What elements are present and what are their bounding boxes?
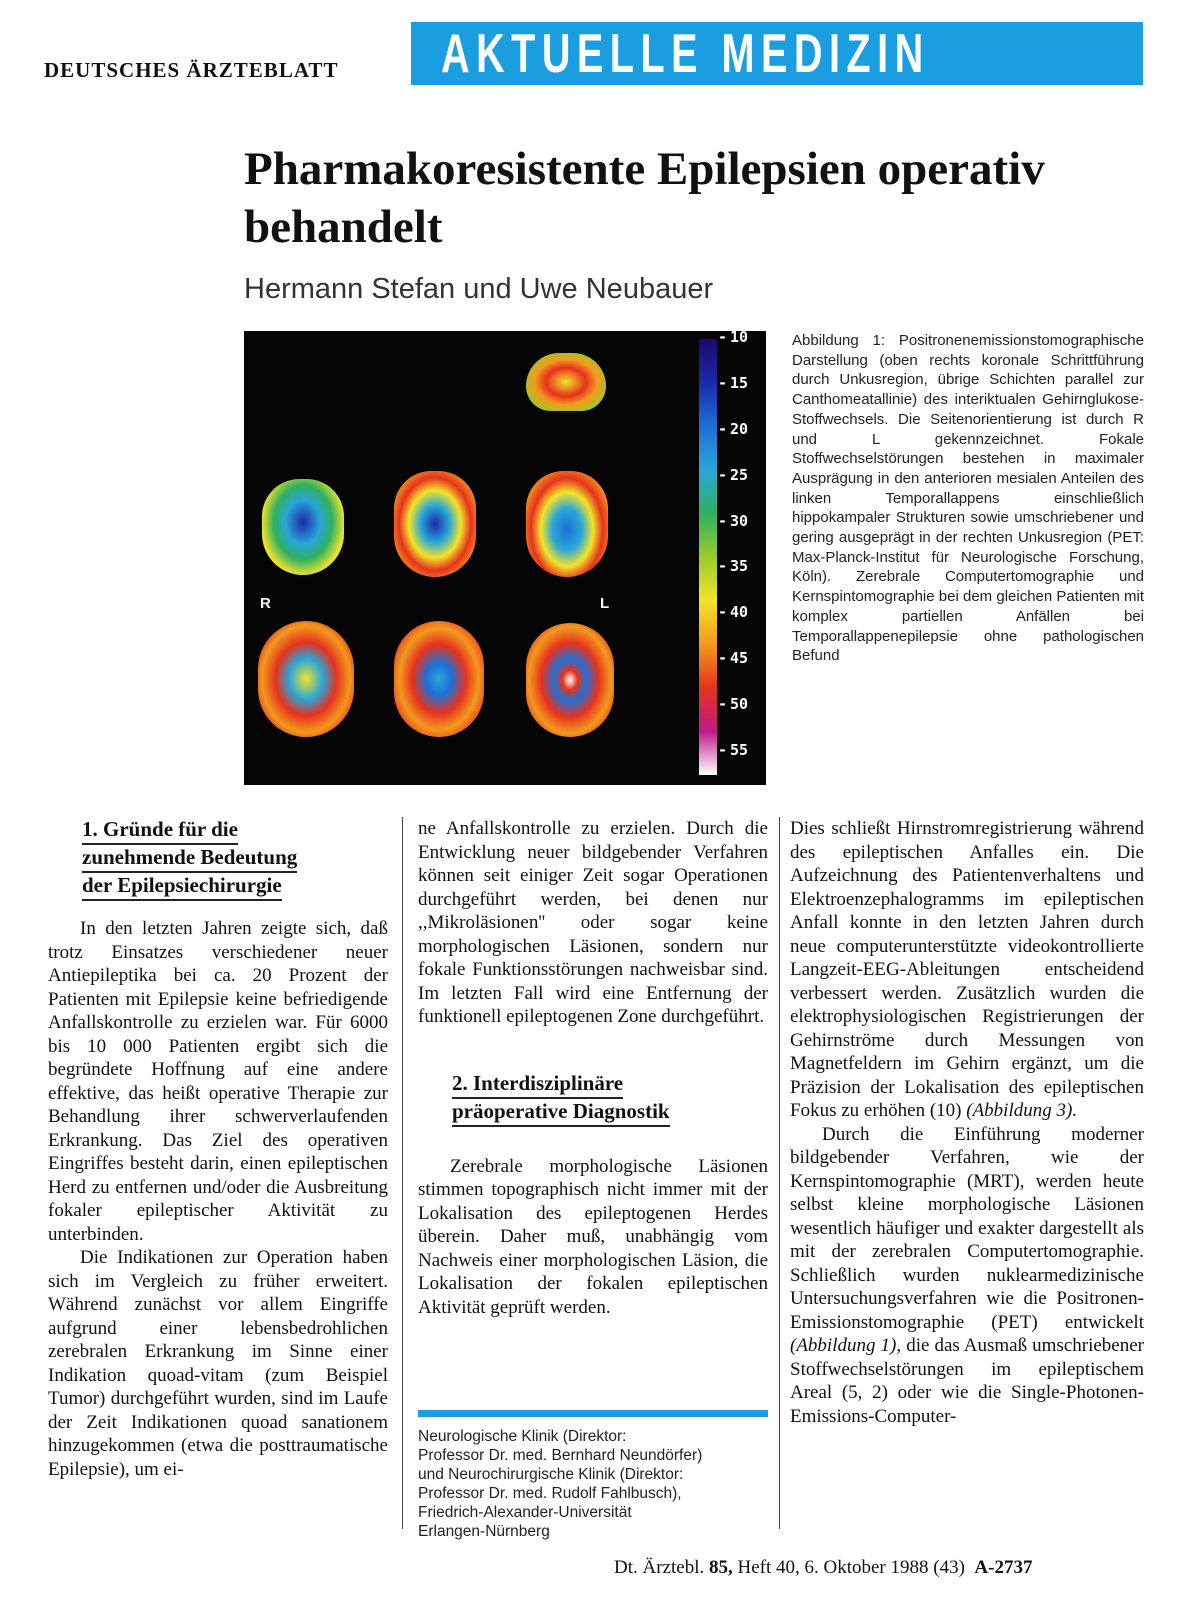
- footer-journal: Dt. Ärztebl.: [614, 1557, 705, 1578]
- pet-slice-coronal: [526, 353, 606, 411]
- heading-line: 1. Gründe für die: [82, 817, 238, 845]
- section-banner: [411, 22, 1143, 85]
- footer-issue: Heft 40, 6. Oktober 1988 (43): [737, 1557, 965, 1578]
- affiliation-line: Friedrich-Alexander-Universität: [418, 1504, 632, 1521]
- scale-tick: - 50: [718, 695, 748, 713]
- paragraph-text: Durch die Einführung moderner bildgebender Verfahren, wie der Kernspintomographie (MRT), werden heute selbst kleine morphologische Läsionen wesentlich häufiger und exakter dargestellt als mit der zerebralen Computertomographie. Schließlich wurden nuklearmedizinische Untersuchungsverfahren wie die Positronen-Emissionstomographie (PET) entwickelt: [790, 1123, 1144, 1333]
- scale-tick: - 20: [718, 420, 748, 438]
- affiliation-line: Erlangen-Nürnberg: [418, 1523, 550, 1540]
- text-column-2: [418, 817, 768, 1319]
- scale-tick: - 45: [718, 649, 748, 667]
- pet-slice-3-2: [394, 621, 484, 737]
- journal-name: DEUTSCHES ÄRZTEBLATT: [44, 58, 339, 82]
- paragraph: In den letzten Jahren zeigte sich, daß trotz Einsatzes verschiedener neuer Antiepileptika bei ca. 20 Prozent der Patienten mit Epilepsie keine befriedigende Anfallskontrolle zu erzielen war. Für 6000 bis 10 000 Patienten ergibt sich die begründete Hoffnung auf eine andere effektive, das heißt operative Therapie zur Behandlung ihrer schwerverlaufenden Erkrankung. Das Ziel des operativen Eingriffes besteht darin, einen epileptischen Herd zu entfernen und/oder die Ausbreitung fokaler epileptischer Aktivität zu unterbinden.: [48, 918, 388, 1245]
- column-divider: [779, 817, 780, 1529]
- footer-volume: 85,: [708, 1557, 733, 1578]
- text-column-3: [790, 817, 1144, 1428]
- pet-slice-2-3: [526, 471, 608, 577]
- affiliation-line: und Neurochirurgische Klinik (Direktor:: [418, 1466, 684, 1483]
- section-1-heading: [82, 817, 388, 901]
- scale-tick: - 35: [718, 557, 748, 575]
- text-column-1: [48, 817, 388, 1481]
- figure-reference: (Abbildung 1),: [790, 1335, 902, 1356]
- heading-line: präoperative Diagnostik: [452, 1099, 670, 1127]
- pet-slice-3-3: [526, 623, 614, 737]
- scale-tick: - 55: [718, 741, 748, 759]
- paragraph: [790, 817, 1144, 1123]
- affiliation-rule: [418, 1410, 768, 1417]
- scale-tick: - 40: [718, 603, 748, 621]
- heading-line: zunehmende Bedeutung: [82, 845, 297, 873]
- paragraph: ne Anfallskontrolle zu erzielen. Durch die Entwicklung neuer bildgebender Verfahren können seit einiger Zeit sogar Operationen durchgeführt werden, bei denen nur ,,Mikroläsionen'' oder sogar keine morphologischen Läsionen, sondern nur fokale Funktionsstörungen nachweisbar sind. Im letzten Fall wird eine Entfernung der funktionell epileptogenen Zone durchgeführt.: [418, 818, 768, 1027]
- label-right: R: [260, 595, 271, 612]
- article-title: Pharmakoresistente Epilepsien operativ behandelt: [244, 143, 1045, 253]
- paragraph-text: Dies schließt Hirnstromregistrierung während des epileptischen Anfalles ein. Die Aufzeichnung des Patientenverhaltens und Elektroenzephalogramms im epileptischen Anfall konnte in den letzten Jahren durch neue computerunterstützte videokontrollierte Langzeit-EEG-Ableitungen entscheidend verbessert werden. Zusätzlich wurden die elektrophysiologischen Registrierungen der Gehirnströme durch Messungen von Magnetfeldern im Gehirn ergänzt, um die Präzision der Lokalisation des epileptischen Fokus zu erhöhen (10): [790, 818, 1144, 1121]
- label-left: L: [600, 595, 610, 612]
- heading-line: der Epilepsiechirurgie: [82, 873, 282, 901]
- scale-tick: - 15: [718, 374, 748, 392]
- heading-line: 2. Interdisziplinäre: [452, 1071, 623, 1099]
- affiliation-line: Neurologische Klinik (Direktor:: [418, 1428, 627, 1445]
- pet-slice-3-1: [258, 621, 354, 737]
- scale-tick: - 30: [718, 512, 748, 530]
- paragraph: Zerebrale morphologische Läsionen stimmen topographisch nicht immer mit der Lokalisation des epileptogenen Herdes überein. Daher muß, unabhängig vom Nachweis einer morphologischen Läsion, die Lokalisation der fokalen epileptischen Aktivität geprüft werden.: [418, 1155, 768, 1318]
- scale-tick: - 10: [718, 328, 748, 346]
- color-scale-bar: [699, 339, 717, 775]
- affiliation-line: Professor Dr. med. Bernhard Neundörfer): [418, 1447, 703, 1464]
- page-number: A-2737: [974, 1557, 1033, 1578]
- column-divider: [402, 817, 403, 1529]
- author-affiliation: [418, 1427, 768, 1541]
- paragraph: Die Indikationen zur Operation haben sich im Vergleich zu früher erweitert. Während zunächst vor allem Eingriffe aufgrund einer lebensbedrohlichen zerebralen Erkrankung im Sinne einer Indikation quoad-vitam (zum Beispiel Tumor) durchgeführt wurden, sind im Laufe der Zeit Indikationen quoad sanationem hinzugekommen (etwa die posttraumatische Epilepsie), um ei-: [48, 1247, 388, 1480]
- section-label: AKTUELLE MEDIZIN: [441, 22, 930, 84]
- paragraph: [790, 1123, 1144, 1429]
- pet-slice-2-2: [394, 471, 476, 577]
- figure-reference: (Abbildung 3).: [966, 1100, 1078, 1121]
- paragraph-text: die das Ausmaß umschriebener Stoffwechselstörungen im epileptischem Areal (5, 2) oder wie die Single-Photonen-Emissions-Computer-: [790, 1335, 1145, 1427]
- section-2-heading: [452, 1071, 768, 1127]
- pet-slice-2-1: [262, 479, 344, 575]
- pet-scan-figure: [244, 328, 766, 785]
- figure-caption: Abbildung 1: Positronenemissionstomographische Darstellung (oben rechts koronale Schrittführung durch Unkusregion, übrige Schichten parallel zur Canthomeatallinie) des interiktualen Gehirnglukose-Stoffwechsels. Die Seitenorientierung ist durch R und L gekennzeichnet. Fokale Stoffwechselstörungen bestehen in maximaler Ausprägung in den anterioren mesialen Anteilen des linken Temporallappens einschließlich hippokampaler Strukturen sowie umschriebener und gering ausgeprägt in der rechten Unkusregion (PET: Max-Planck-Institut für Neurologische Forschung, Köln). Zerebrale Computertomographie und Kernspintomographie bei dem gleichen Patienten mit komplex partiellen Anfällen bei Temporallappenepilepsie ohne pathologischen Befund: [792, 332, 1144, 665]
- page-footer: [614, 1557, 1032, 1579]
- article-authors: Hermann Stefan und Uwe Neubauer: [244, 273, 714, 305]
- scale-tick: - 25: [718, 466, 748, 484]
- affiliation-line: Professor Dr. med. Rudolf Fahlbusch),: [418, 1485, 682, 1502]
